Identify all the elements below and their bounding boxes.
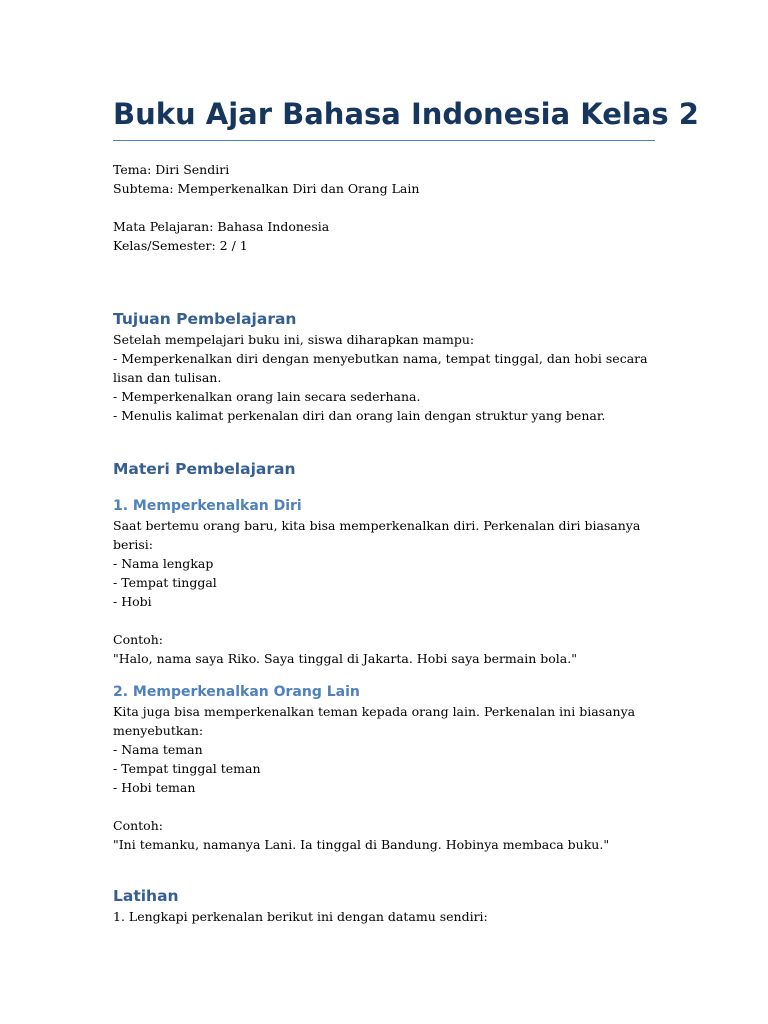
list-item: - Hobi [113,594,152,609]
latihan-list [113,907,655,926]
spacer [113,255,655,308]
document-page [113,92,699,926]
heading-materi-2: 2. Memperkenalkan Orang Lain [113,684,360,700]
spacer [113,611,655,630]
meta-subtema: Subtema: Memperkenalkan Diri dan Orang Lain [113,181,420,196]
meta-kelas: Kelas/Semester: 2 / 1 [113,238,248,253]
tujuan-list [113,349,655,425]
meta-subject-block [113,217,655,255]
materi-1-list [113,554,655,611]
list-item: - Menulis kalimat perkenalan diri dan orang lain dengan struktur yang benar. [113,408,606,423]
tujuan-intro: Setelah mempelajari buku ini, siswa diharapkan mampu: [113,332,475,347]
spacer [113,797,655,816]
section-materi [113,458,655,854]
materi-2-contoh-label: Contoh: [113,818,163,833]
list-item: - Memperkenalkan orang lain secara sederhana. [113,389,421,404]
spacer [113,854,655,885]
document-title: Buku Ajar Bahasa Indonesia Kelas 2 [113,92,655,141]
list-item: - Memperkenalkan diri dengan menyebutkan nama, tempat tinggal, dan hobi secara lisan dan tulisan. [113,351,648,385]
list-item: - Nama lengkap [113,556,214,571]
materi-1-intro: Saat bertemu orang baru, kita bisa memperkenalkan diri. Perkenalan diri biasanya berisi: [113,518,641,552]
section-latihan [113,885,655,926]
materi-1-contoh-label: Contoh: [113,632,163,647]
materi-1-contoh: "Halo, nama saya Riko. Saya tinggal di Jakarta. Hobi saya bermain bola." [113,651,577,666]
heading-materi-1: 1. Memperkenalkan Diri [113,498,302,514]
spacer [113,668,655,682]
meta-tema: Tema: Diri Sendiri [113,162,230,177]
spacer [113,480,655,496]
meta-mapel: Mata Pelajaran: Bahasa Indonesia [113,219,330,234]
list-item: - Tempat tinggal [113,575,217,590]
materi-2-contoh: "Ini temanku, namanya Lani. Ia tinggal di Bandung. Hobinya membaca buku." [113,837,610,852]
spacer [113,425,655,458]
list-item: 1. Lengkapi perkenalan berikut ini dengan datamu sendiri: [113,909,488,924]
heading-materi: Materi Pembelajaran [113,460,296,478]
heading-tujuan: Tujuan Pembelajaran [113,310,297,328]
materi-2-intro: Kita juga bisa memperkenalkan teman kepada orang lain. Perkenalan ini biasanya menyebutkan: [113,704,636,738]
list-item: - Hobi teman [113,780,196,795]
meta-theme-block [113,160,655,198]
list-item: - Tempat tinggal teman [113,761,261,776]
list-item: - Nama teman [113,742,203,757]
section-tujuan [113,308,655,425]
materi-2-list [113,740,655,797]
heading-latihan: Latihan [113,887,179,905]
